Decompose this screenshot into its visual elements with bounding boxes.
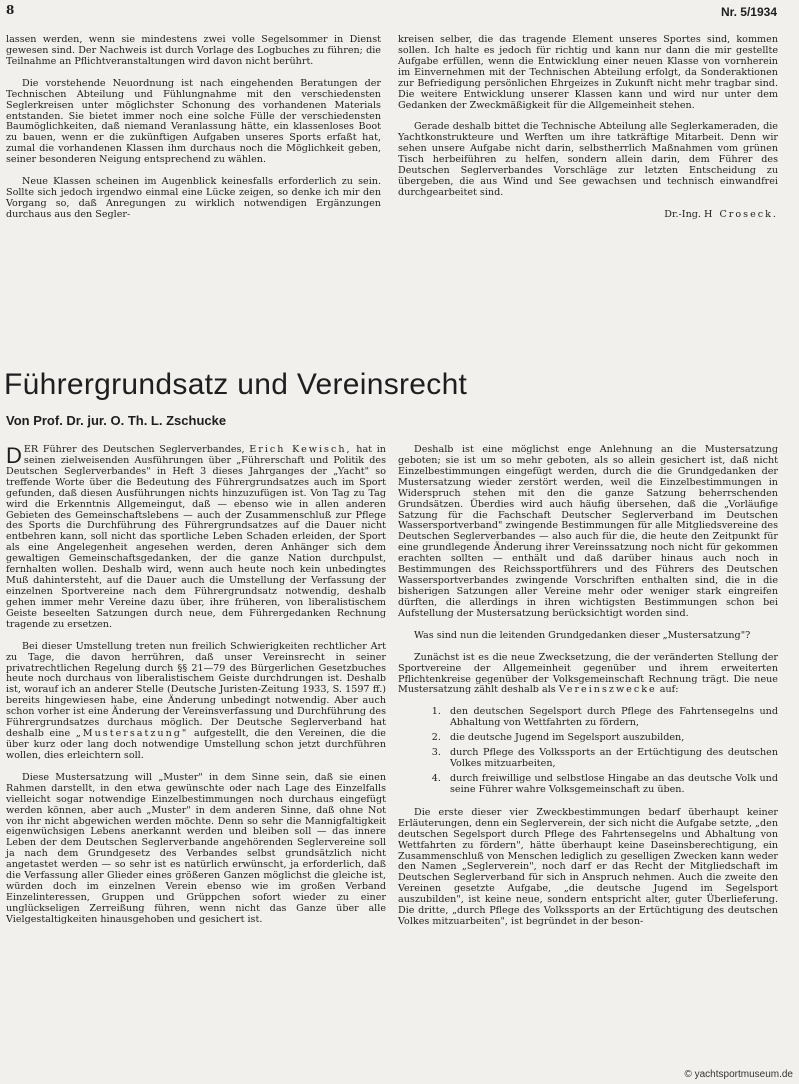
purpose-list bbox=[398, 707, 778, 795]
paragraph: Was sind nun die leitenden Grundgedanken dieser „Mustersatzung"? bbox=[414, 629, 751, 641]
paragraph bbox=[6, 642, 386, 762]
emphasized-name: Erich Kewisch, bbox=[249, 444, 352, 455]
text-run: hat in seinen zielweisenden Ausführungen über „Führerschaft und Politik des Deutschen Seglerverbandes" in Heft 3 dieses Jahrganges der „Yacht" so treffende Worte über die Bedeutung des Führergrundsatzes auch im Sport gefunden, daß diesen Ausführungen nichts hinzuzufügen ist. Von Tag zu Tag wird die Erkenntnis Allgemeingut, daß — ebenso wie in allen anderen Gebieten des Gemeinschaftslebens — auch der Zusammenschluß zur Pflege des Sports die Durchführung des Führergrundsatzes auf die Dauer nicht entbehren kann, soll nicht das sportliche Leben Schaden erleiden, der Sport als eine Angelegenheit angesehen werden, deren Anhänger sich dem gewaltigen Gemeinschaftsgedanken, der die ganze Nation durchpulst, fernhalten wollen. Deshalb wird, wenn auch heute noch kein unbedingtes Muß dahintersteht, auf die Dauer auch die Umstellung der Verfassung der einzelnen Sportvereine nach dem Führergrundsatz notwendig, deshalb gehen immer mehr Vereine dazu über, ihre früheren, von liberalistischem Geiste beseelten Satzungen durch neue, dem Führergedanken Rechnung tragende zu ersetzen. bbox=[6, 444, 386, 630]
text-run: Bei dieser Umstellung treten nun freilich Schwierigkeiten rechtlicher Art zu Tage, die davon herrühren, daß unser Vereinsrecht in seiner privatrechtlichen Regelung durch §§ 21—79 des Bürgerlichen Gesetzbuches heute noch durchaus von liberalistischem Geiste durchdrungen ist. Deshalb ist, worauf ich an anderer Stelle (Deutsche Juristen-Zeitung 1933, S. 1597 ff.) bereits hingewiesen habe, eine Änderung unbedingt notwendig. Aber auch schon vorher ist eine Änderung der Vereinsverfassung und Durchführung des Führergrundsatzes durchaus möglich. Der Deutsche Seglerverband hat deshalb eine bbox=[6, 640, 386, 740]
list-item: 2. die deutsche Jugend im Segelsport auszubilden, bbox=[444, 733, 778, 744]
signature-name: H Croseck. bbox=[704, 208, 778, 220]
top-left-column bbox=[6, 35, 381, 232]
paragraph bbox=[398, 653, 778, 697]
list-item: 1. den deutschen Segelsport durch Pflege des Fahrtensegelns und Abhaltung von Wettfahrten zu fördern, bbox=[444, 707, 778, 729]
article-title: Führergrundsatz und Vereinsrecht bbox=[4, 368, 468, 401]
list-item: 4. durch freiwillige und selbstlose Hingabe an das deutsche Volk und seine Führer wahre Volksgemeinschaft zu üben. bbox=[444, 774, 778, 796]
page-number: 8 bbox=[6, 3, 15, 17]
text-run: Zunächst ist es die neue Zwecksetzung, die der veränderten Stellung der Sportvereine der Allgemeinheit gegenüber und ihrem erweiterten Pflichtenkreise gegenüber der Volksgemeinschaft Rechnung trägt. Die neue Mustersatzung zählt deshalb als bbox=[398, 651, 778, 696]
top-right-column bbox=[398, 35, 778, 221]
drop-cap: D bbox=[6, 443, 22, 468]
article-right-column bbox=[398, 445, 778, 939]
paragraph: Die vorstehende Neuordnung ist nach eingehenden Beratungen der Technischen Abteilung und Fühlungnahme mit den verschiedensten Seglerkreisen unter möglichster Schonung des vorhandenen Materials entstanden. Sie bietet immer noch eine solche Fülle der verschiedensten Baumöglichkeiten, daß niemand Veranlassung hätte, ein klassenloses Boot zu bauen, wenn er die zukünftigen Aufgaben unseres Sports erfaßt hat, zumal die vorhandenen Klassen ihm durchaus noch die Möglichkeit geben, seiner besonderen Neigung entsprechend zu wählen. bbox=[6, 77, 381, 166]
paragraph: Deshalb ist eine möglichst enge Anlehnung an die Mustersatzung geboten; sie ist um so mehr geboten, als so allein gesichert ist, daß nicht Einzelbestimmungen eingefügt werden, durch die die Grundgedanken der Mustersatzung wieder zerstört werden, weil die Einzelbestimmungen in Widerspruch stehen mit den die ganze Satzung beherrschenden Grundsätzen. Überdies wird auch häufig übersehen, daß die „Vorläufige Satzung für die Fachschaft Deutscher Seglerverband im Deutschen Wassersportverband" zwingende Bestimmungen für alle Mitgliedsvereine des Deutschen Seglerverbandes — also auch für die, die heute den Zeitpunkt für eine grundlegende Änderung ihrer Vereinssatzung noch nicht für gekommen erachten sollten — enthält und daß darüber hinaus auch noch in Bestimmungen des Reichssportführers und des Führers des Deutschen Wassersportverbandes zwingende Vorschriften enthalten sind, die in die bisherigen Satzungen aller Vereine mehr oder weniger stark eingreifen dürften, die allerdings in ihren wichtigsten Bestimmungen schon bei Aufstellung der Mustersatzung berücksichtigt worden sind. bbox=[398, 444, 778, 619]
paragraph: lassen werden, wenn sie mindestens zwei volle Segelsommer in Dienst gewesen sind. Der Nachweis ist durch Vorlage des Logbuches zu führen; die Teilnahme an Pflichtveranstaltungen wird davon nicht berührt. bbox=[6, 34, 381, 67]
paragraph bbox=[6, 445, 386, 631]
paragraph: Gerade deshalb bittet die Technische Abteilung alle Seglerkameraden, die Yachtkonstrukteure und Werften um ihre tatkräftige Mitarbeit. Denn wir sehen unsere Aufgabe nicht darin, selbstherrlich Maßnahmen vom grünen Tisch herbeiführen zu helfen, sondern allein darin, dem Führer des Deutschen Seglerverbandes Vorschläge zur letzten Entscheidung zu übergeben, die aus Wind und See gewachsen und technisch einwandfrei durchgearbeitet sind. bbox=[398, 121, 778, 198]
article-left-column bbox=[6, 445, 386, 937]
issue-number: Nr. 5/1934 bbox=[720, 5, 777, 19]
paragraph: Die erste dieser vier Zweckbestimmungen bedarf überhaupt keiner Erläuterungen, denn ein Seglerverein, der sich nicht die Aufgabe setzte, „den deutschen Segelsport durch Pflege des Fahrtensegelns und Abhaltung von Wettfahrten zu fördern", hätte überhaupt keine Daseinsberechtigung, ein Zusammenschluß von Menschen lediglich zu geselligen Zwecken kann weder den Namen „Seglerverein", noch darf er das Recht der Mitgliedschaft im Deutschen Seglerverband für sich in Anspruch nehmen. Auch die zweite den Vereinen gesetzte Aufgabe, „die deutsche Jugend im Segelsport auszubilden", ist keine neue, sondern entspricht alter, guter Überlieferung. Die dritte, „durch Pflege des Volkssports an der Ertüchtigung des deutschen Volkes mitzuarbeiten", ist begründet in der beson- bbox=[398, 806, 778, 928]
text-run: aufgestellt, die den Vereinen, die die über kurz oder lang doch notwendige Umstellung schon jetzt durchführen wollen, dies erleichtern soll. bbox=[6, 728, 386, 761]
text-run: ER Führer des Deutschen Seglerverbandes, bbox=[23, 444, 245, 455]
emphasized-term: Vereinszwecke bbox=[558, 684, 657, 696]
article-byline: Von Prof. Dr. jur. O. Th. L. Zschucke bbox=[6, 413, 227, 428]
watermark: © yachtsportmuseum.de bbox=[684, 1069, 793, 1080]
paragraph: kreisen selber, die das tragende Element unseres Sportes sind, kommen sollen. Ich halte es jedoch für richtig und kann nur dann die mir gestellte Aufgabe erfüllen, wenn die Entwicklung einer neuen Klasse von vornherein im Einvernehmen mit der Technischen Abteilung erfolgt, da Sonderaktionen zur Befriedigung persönlichen Ehrgeizes in Zukunft nicht mehr tragbar sind. Die weitere Entwicklung unserer Klassen kann und wird nur unter dem Gedanken der Zweckmäßigkeit für die Allgemeinheit stehen. bbox=[398, 34, 778, 111]
author-signature bbox=[398, 210, 778, 221]
list-item: 3. durch Pflege des Volkssports an der Ertüchtigung des deutschen Volkes mitzuarbeiten, bbox=[444, 748, 778, 770]
signature-title: Dr.-Ing. bbox=[664, 208, 701, 220]
text-run: auf: bbox=[659, 684, 679, 696]
paragraph: Neue Klassen scheinen im Augenblick keinesfalls erforderlich zu sein. Sollte sich jedoch irgendwo einmal eine Lücke zeigen, so denke ich mir den Vorgang so, daß Anregungen zu wirklich notwendigen Ergänzungen durchaus aus den Segler- bbox=[6, 176, 381, 220]
paragraph: Diese Mustersatzung will „Muster" in dem Sinne sein, daß sie einen Rahmen darstellt, in den etwa gewünschte oder nach Lage des Einzelfalls vielleicht sogar notwendige Einzelbestimmungen noch durchaus eingefügt werden können, aber auch „Muster" in dem anderen Sinne, daß ohne Not von ihr nicht abgewichen werden möchte. Denn so sehr die Mannigfaltigkeit eigenwüchsigen Lebens anerkannt werden und bleiben soll — das innere Leben der dem Deutschen Seglerverbande angehörenden Seglervereine soll ja nach dem Grundgesetz des Verbandes selbst grundsätzlich nicht angetastet werden — so sehr ist es natürlich erwünscht, ja erforderlich, daß die Verfassung aller Glieder eines größeren Ganzen möglichst die gleiche ist, würden doch im einzelnen Verein ebenso wie im großen Verband Einzelinteressen, Gruppen und Grüppchen sofort wieder zu einer unglückseligen Zerreißung führen, wenn nicht das Ganze über alle Vielgestaltigkeiten hinausgehoben und gesichert ist. bbox=[6, 771, 386, 925]
emphasized-term: „Mustersatzung" bbox=[75, 728, 189, 740]
